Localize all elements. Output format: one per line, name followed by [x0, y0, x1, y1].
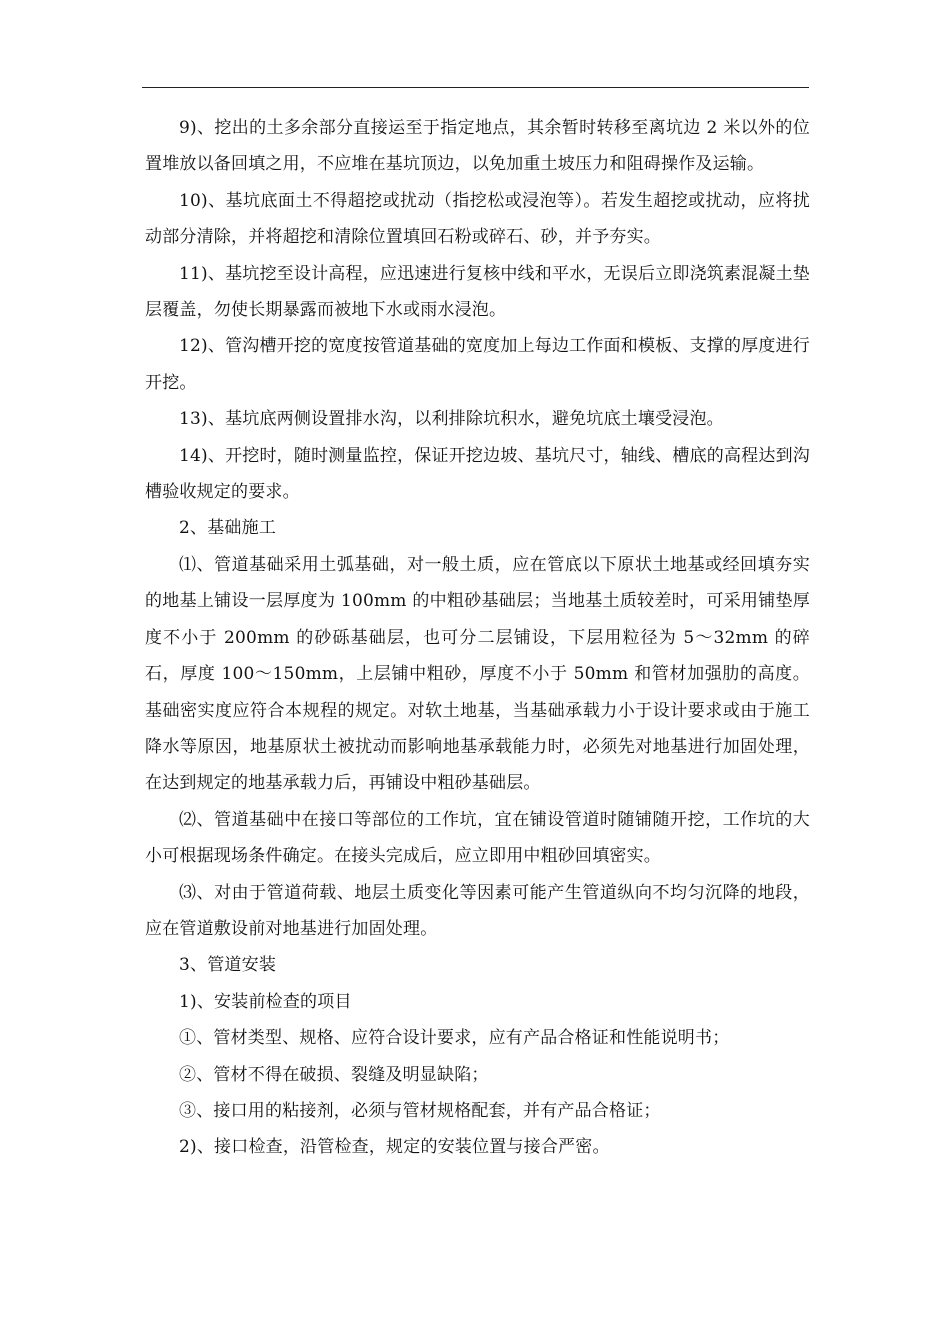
- paragraph-foundation-1: ⑴、管道基础采用土弧基础，对一般土质，应在管底以下原状土地基或经回填夯实的地基上铺设一层厚度为 100mm 的中粗砂基础层；当地基土质较差时，可采用铺垫厚度不小于 200mm 的砂砾基础层，也可分二层铺设，下层用粒径为 5～32mm 的碎石，厚度 100～150mm，上层铺中粗砂，厚度不小于 50mm 和管材加强肋的高度。基础密实度应符合本规程的规定。对软土地基，当基础承载力小于设计要求或由于施工降水等原因，地基原状土被扰动而影响地基承载能力时，必须先对地基进行加固处理，在达到规定的地基承载力后，再铺设中粗砂基础层。: [145, 554, 810, 794]
- paragraph-foundation-2: ⑵、管道基础中在接口等部位的工作坑，宜在铺设管道时随铺随开挖，工作坑的大小可根据现场条件确定。在接头完成后，应立即用中粗砂回填密实。: [145, 809, 810, 867]
- subheading-pre-install-check: 1)、安装前检查的项目: [179, 991, 352, 1012]
- paragraph-item-13: 13)、基坑底两侧设置排水沟，以利排除坑积水，避免坑底土壤受浸泡。: [179, 409, 724, 430]
- section-heading-pipe-installation: 3、管道安装: [179, 955, 277, 976]
- check-item-3: ③、接口用的粘接剂，必须与管材规格配套，并有产品合格证；: [179, 1100, 661, 1121]
- header-rule: [142, 87, 809, 88]
- paragraph-item-11: 11)、基坑挖至设计高程，应迅速进行复核中线和平水，无误后立即浇筑素混凝土垫层覆盖，勿使长期暴露而被地下水或雨水浸泡。: [145, 263, 810, 321]
- paragraph-item-9: 9)、挖出的土多余部分直接运至于指定地点，其余暂时转移至离坑边 2 米以外的位置堆放以备回填之用，不应堆在基坑顶边，以免加重土坡压力和阻碍操作及运输。: [145, 118, 810, 175]
- check-item-2: ②、管材不得在破损、裂缝及明显缺陷；: [179, 1064, 489, 1085]
- section-heading-foundation: 2、基础施工: [179, 518, 277, 539]
- paragraph-foundation-3: ⑶、对由于管道荷载、地层土质变化等因素可能产生管道纵向不均匀沉降的地段，应在管道敷设前对地基进行加固处理。: [145, 882, 810, 939]
- document-body: [145, 110, 810, 1166]
- subheading-joint-check: 2)、接口检查，沿管检查，规定的安装位置与接合严密。: [179, 1137, 610, 1158]
- check-item-1: ①、管材类型、规格、应符合设计要求，应有产品合格证和性能说明书；: [179, 1028, 730, 1049]
- paragraph-item-12: 12)、管沟槽开挖的宽度按管道基础的宽度加上每边工作面和模板、支撑的厚度进行开挖。: [145, 336, 810, 393]
- paragraph-item-14: 14)、开挖时，随时测量监控，保证开挖边坡、基坑尺寸，轴线、槽底的高程达到沟槽验收规定的要求。: [145, 445, 810, 503]
- paragraph-item-10: 10)、基坑底面土不得超挖或扰动（指挖松或浸泡等）。若发生超挖或扰动，应将扰动部分清除，并将超挖和清除位置填回石粉或碎石、砂，并予夯实。: [145, 190, 810, 248]
